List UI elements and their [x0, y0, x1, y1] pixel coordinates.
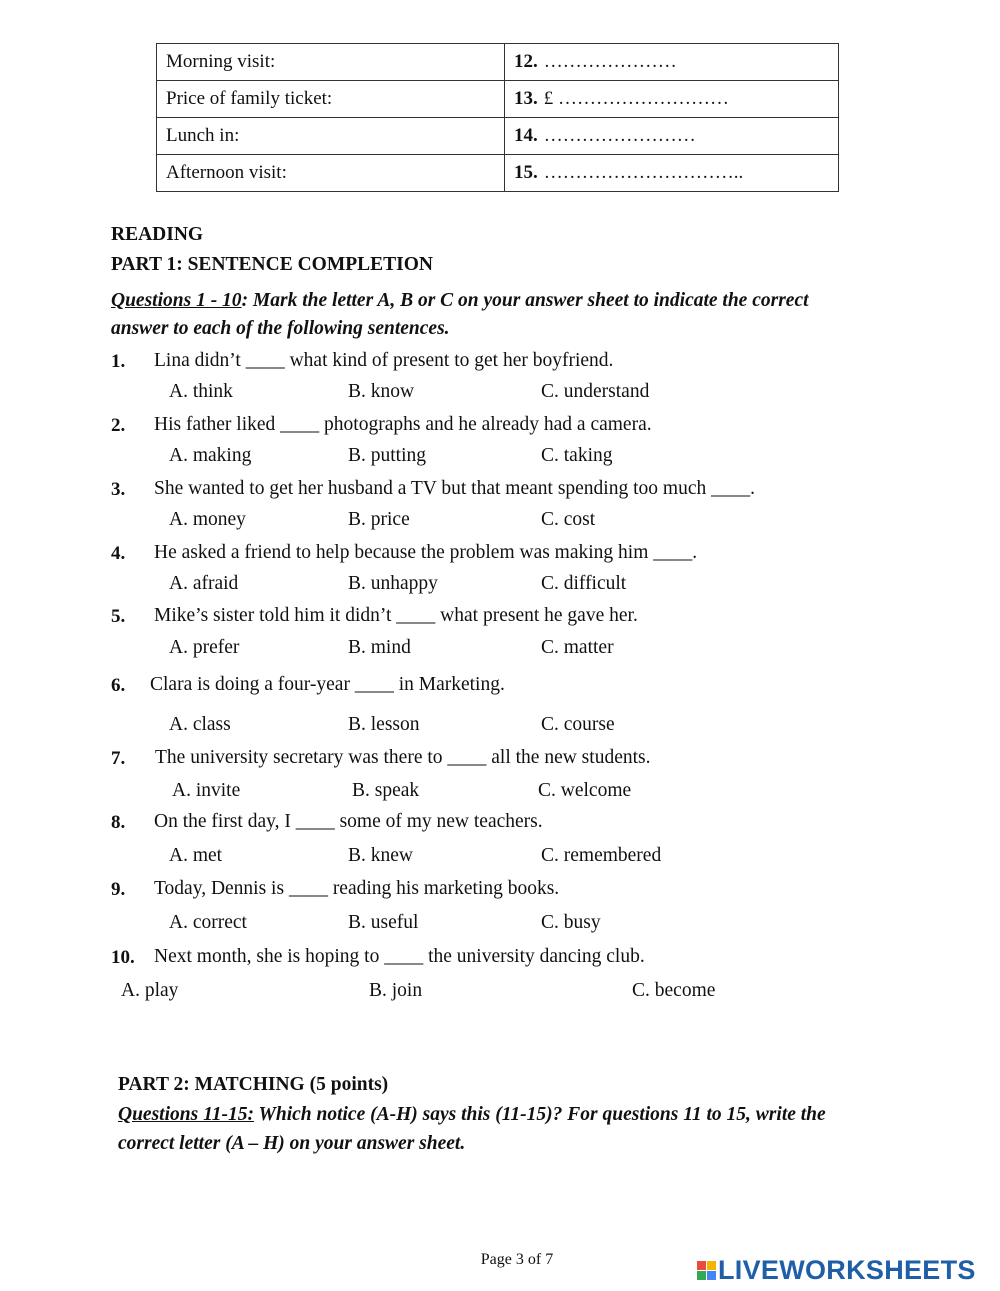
logo-square [697, 1261, 706, 1270]
table-question-number: 14. [514, 125, 538, 146]
part2-instruction-line2: correct letter (A – H) on your answer sheet. [118, 1133, 466, 1154]
option-a[interactable]: A. correct [169, 912, 247, 933]
answer-blank: £ ……………………… [543, 88, 729, 109]
question-number: 3. [111, 479, 126, 500]
table-answer-cell [505, 155, 839, 192]
option-b[interactable]: B. lesson [348, 714, 420, 735]
question-number: 9. [111, 879, 126, 900]
answer-blank: …………………… [543, 125, 696, 146]
question-number: 4. [111, 543, 126, 564]
option-a[interactable]: A. making [169, 445, 252, 466]
logo-square [707, 1271, 716, 1280]
question-text: The university secretary was there to ____ all the new students. [155, 747, 651, 768]
option-a[interactable]: A. prefer [169, 637, 240, 658]
page-number: Page 3 of 7 [480, 1251, 554, 1268]
option-c[interactable]: C. course [541, 714, 615, 735]
question-number: 2. [111, 415, 126, 436]
part2-instruction [118, 1104, 826, 1126]
question-text: Today, Dennis is ____ reading his marketing books. [154, 878, 560, 899]
question-text: His father liked ____ photographs and he already had a camera. [154, 414, 652, 435]
option-a[interactable]: A. think [169, 381, 233, 402]
option-b[interactable]: B. price [348, 509, 410, 530]
table-row [157, 81, 839, 118]
part1-instruction-label: Questions 1 - 10 [111, 290, 242, 311]
reading-heading: READING [111, 224, 204, 245]
option-b[interactable]: B. know [348, 381, 415, 402]
option-b[interactable]: B. unhappy [348, 573, 438, 594]
part1-instruction [111, 290, 809, 312]
option-b[interactable]: B. putting [348, 445, 427, 466]
table-question-number: 13. [514, 88, 538, 109]
option-c[interactable]: C. difficult [541, 573, 627, 594]
option-a[interactable]: A. afraid [169, 573, 239, 594]
table-row [157, 118, 839, 155]
part2-heading: PART 2: MATCHING (5 points) [118, 1074, 389, 1095]
question-number: 5. [111, 606, 126, 627]
part1-heading: PART 1: SENTENCE COMPLETION [111, 254, 434, 275]
table-answer-cell [505, 44, 839, 81]
logo-text: LIVEWORKSHEETS [718, 1254, 976, 1285]
question-number: 10. [111, 947, 135, 968]
table-row [157, 44, 839, 81]
table-answer-cell [505, 118, 839, 155]
logo-square [707, 1261, 716, 1270]
option-b[interactable]: B. knew [348, 845, 413, 866]
question-number: 1. [111, 351, 126, 372]
part1-instruction-text: : Mark the letter A, B or C on your answer sheet to indicate the correct [241, 290, 809, 311]
question-text: On the first day, I ____ some of my new teachers. [154, 811, 543, 832]
table-row [157, 155, 839, 192]
option-a[interactable]: A. play [121, 980, 179, 1001]
option-b[interactable]: B. speak [352, 780, 420, 801]
option-a[interactable]: A. class [169, 714, 231, 735]
part2-instruction-text: Which notice (A-H) says this (11-15)? For questions 11 to 15, write the [253, 1104, 826, 1125]
question-number: 6. [111, 675, 126, 696]
question-text: She wanted to get her husband a TV but that meant spending too much ____. [154, 478, 755, 499]
option-c[interactable]: C. matter [541, 637, 614, 658]
option-a[interactable]: A. invite [172, 780, 241, 801]
question-text: Next month, she is hoping to ____ the university dancing club. [154, 946, 645, 967]
table-question-number: 12. [514, 51, 538, 72]
option-c[interactable]: C. busy [541, 912, 601, 933]
part1-instruction-line2: answer to each of the following sentences. [111, 318, 450, 339]
option-b[interactable]: B. join [369, 980, 423, 1001]
answer-blank: ………………… [543, 51, 677, 72]
option-c[interactable]: C. become [632, 980, 716, 1001]
option-c[interactable]: C. welcome [538, 780, 632, 801]
answer-blank: ………………………….. [543, 162, 744, 183]
option-b[interactable]: B. useful [348, 912, 419, 933]
liveworksheets-logo[interactable] [697, 1256, 976, 1284]
option-c[interactable]: C. remembered [541, 845, 662, 866]
question-number: 7. [111, 748, 126, 769]
question-text: He asked a friend to help because the problem was making him ____. [154, 542, 698, 563]
option-c[interactable]: C. understand [541, 381, 650, 402]
question-number: 8. [111, 812, 126, 833]
option-a[interactable]: A. met [169, 845, 223, 866]
question-text: Clara is doing a four-year ____ in Marketing. [150, 674, 505, 695]
table-label: Price of family ticket: [157, 81, 505, 118]
table-answer-cell [505, 81, 839, 118]
table-label: Lunch in: [157, 118, 505, 155]
option-c[interactable]: C. taking [541, 445, 613, 466]
question-text: Mike’s sister told him it didn’t ____ what present he gave her. [154, 605, 638, 626]
part2-instruction-label: Questions 11-15: [118, 1104, 254, 1125]
option-c[interactable]: C. cost [541, 509, 596, 530]
logo-grid-icon [697, 1261, 716, 1280]
table-question-number: 15. [514, 162, 538, 183]
option-b[interactable]: B. mind [348, 637, 411, 658]
logo-square [697, 1271, 706, 1280]
table-label: Afternoon visit: [157, 155, 505, 192]
table-label: Morning visit: [157, 44, 505, 81]
visit-info-table [156, 43, 839, 192]
question-text: Lina didn’t ____ what kind of present to get her boyfriend. [154, 350, 614, 371]
option-a[interactable]: A. money [169, 509, 246, 530]
